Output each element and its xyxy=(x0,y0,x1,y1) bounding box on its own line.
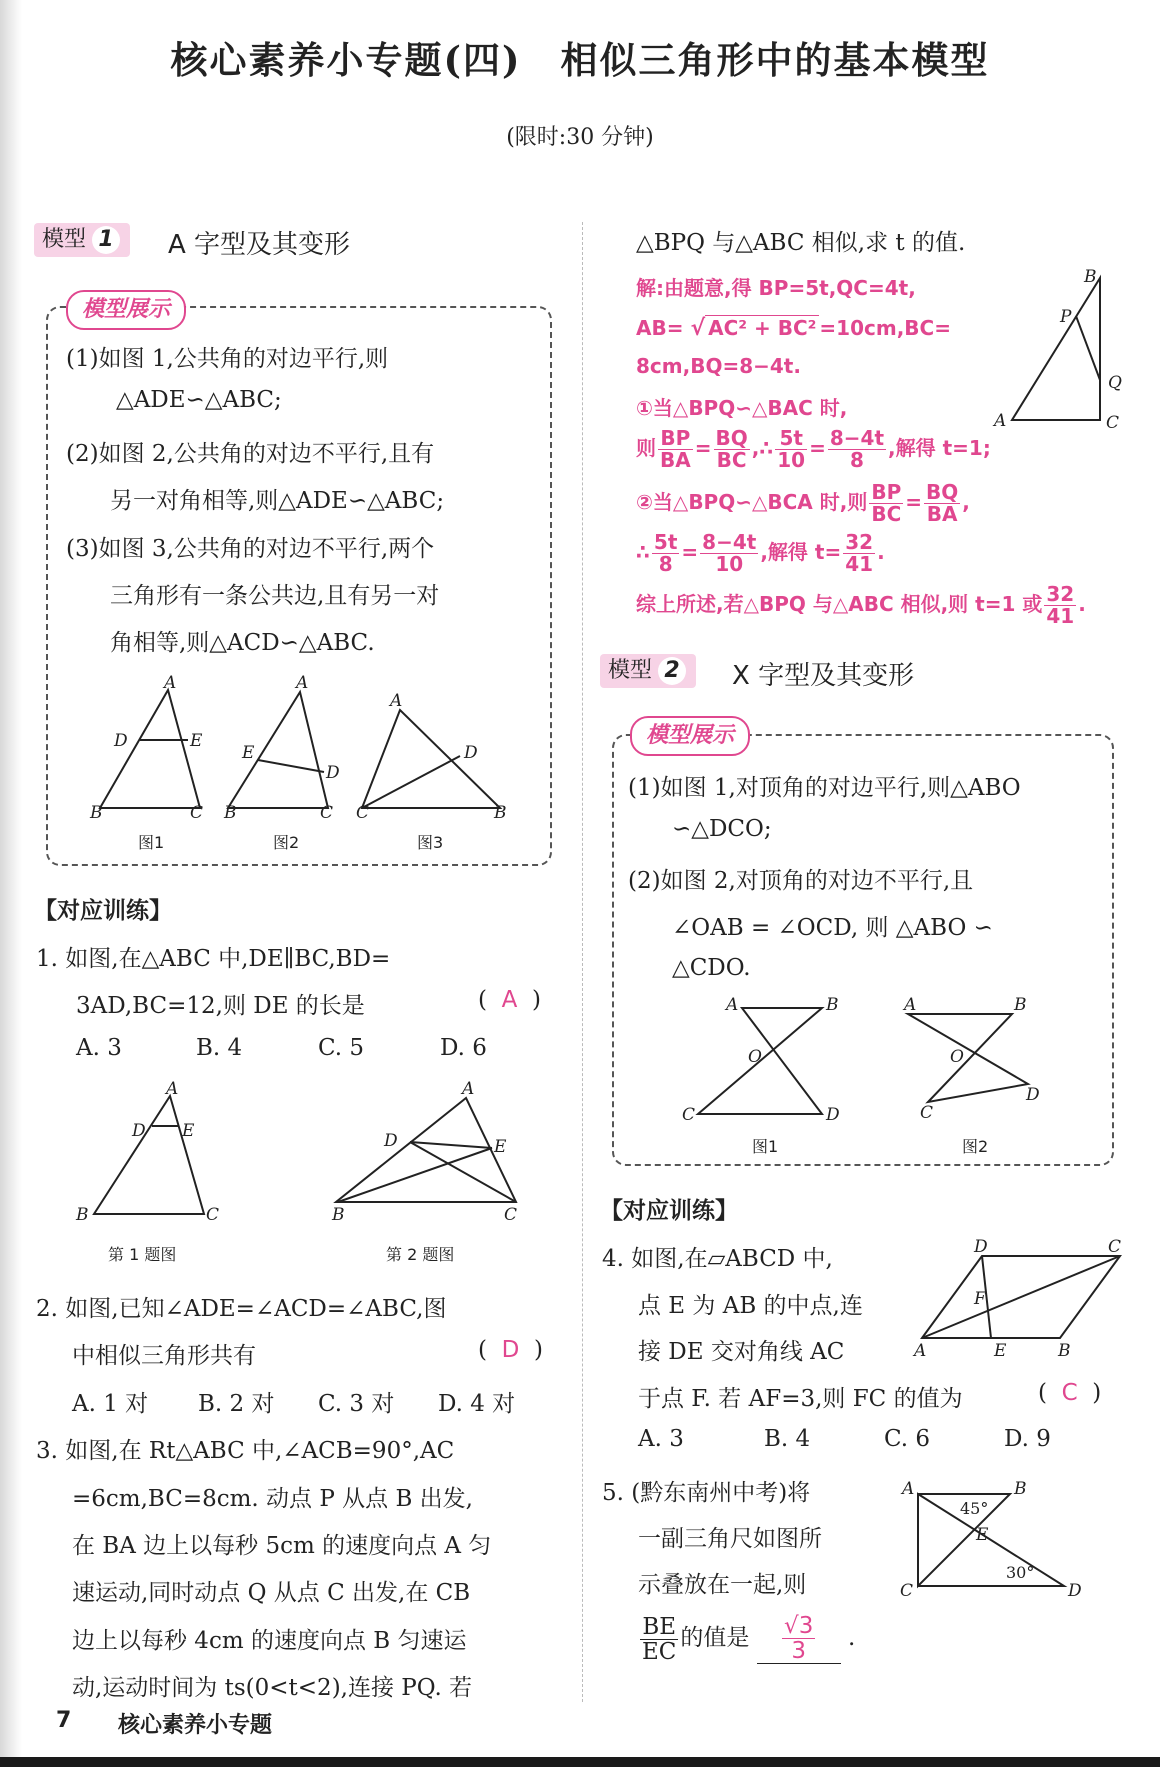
figure-caption: 图2 xyxy=(962,1137,989,1156)
svg-text:A: A xyxy=(462,1080,475,1099)
model1-figures xyxy=(80,670,520,820)
svg-text:A: A xyxy=(726,995,739,1015)
svg-text:D: D xyxy=(826,1105,840,1125)
svg-text:Q: Q xyxy=(1108,373,1122,393)
fraction xyxy=(828,428,886,471)
solution-text: 综上所述,若△BPQ 与△ABC 相似,则 t=1 或 xyxy=(636,592,1043,616)
svg-text:D: D xyxy=(326,763,340,783)
q3-figure xyxy=(988,264,1138,436)
numerator: √3 xyxy=(784,1613,814,1639)
denominator: BA xyxy=(660,448,691,472)
fraction xyxy=(843,532,875,575)
fraction xyxy=(700,532,758,575)
sqrt-sign: √ xyxy=(690,316,706,341)
solution-text: ,解得 t= xyxy=(760,540,842,564)
figure-caption: 第 2 题图 xyxy=(386,1245,455,1264)
svg-text:E: E xyxy=(182,1121,195,1141)
time-limit: (限时:30 分钟) xyxy=(506,125,654,150)
svg-text:B: B xyxy=(1014,1479,1027,1499)
numerator: BE xyxy=(640,1615,678,1640)
q2-line: 2. 如图,已知∠ADE=∠ACD=∠ABC,图 xyxy=(36,1296,447,1322)
denominator: 10 xyxy=(777,448,806,472)
solution-text: ∴ xyxy=(636,540,650,564)
svg-text:A: A xyxy=(914,1341,927,1361)
figure-caption: 第 1 题图 xyxy=(108,1245,177,1264)
numerator: BP xyxy=(869,482,903,504)
solution-text: =10cm,BC= xyxy=(819,316,951,340)
q4-option: C. 6 xyxy=(884,1426,931,1452)
q3-solution-line: 综上所述,若△BPQ 与△ABC 相似,则 t=1 或 $\frac{32}{41}$ . xyxy=(636,582,1086,628)
q5-answer xyxy=(782,1614,815,1663)
q1-line: 3AD,BC=12,则 DE 的长是 xyxy=(76,993,365,1019)
svg-text:C: C xyxy=(190,803,204,820)
denominator: BA xyxy=(926,502,958,526)
svg-text:C: C xyxy=(900,1581,914,1601)
model1-show-tag: 模型展示 xyxy=(66,290,186,330)
book-spine-shadow xyxy=(0,0,22,1767)
q2-option: D. 4 对 xyxy=(438,1391,516,1417)
q2-option: A. 1 对 xyxy=(72,1391,149,1417)
figure-caption: 图1 xyxy=(138,833,165,852)
q4-line: 4. 如图,在▱ABCD 中, xyxy=(602,1246,833,1272)
q3-solution-line: 则 $\frac{BP}{BA}$ = $\frac{BQ}{BC}$ ,∴ $\frac{5t}{10}$ = $\frac{8-4t}{8}$ ,解得 t=1; xyxy=(636,426,991,472)
sqrt-content: AC² + BC² xyxy=(705,315,819,340)
svg-text:B: B xyxy=(494,803,507,820)
model1-line: 角相等,则△ACD∽△ABC. xyxy=(110,630,375,656)
svg-text:D: D xyxy=(1026,1085,1040,1105)
training-heading: 【对应训练】 xyxy=(600,1198,738,1224)
fraction xyxy=(869,482,903,525)
model2-line: ∠OAB = ∠OCD, 则 △ABO ∽ xyxy=(672,915,993,941)
svg-text:C: C xyxy=(1106,413,1120,433)
numerator: 32 xyxy=(1046,582,1075,606)
angle-label: 45° xyxy=(960,1499,989,1518)
denominator: BC xyxy=(871,502,902,526)
svg-text:B: B xyxy=(826,995,839,1015)
q3-solution-line: ②当△BPQ∽△BCA 时,则 $\frac{BP}{BC}$ = $\frac{BQ}{BA}$ , xyxy=(636,480,970,526)
q3-solution-line: ∴ $\frac{5t}{8}$ = $\frac{8-4t}{10}$ ,解得 t= $\frac{32}{41}$ . xyxy=(636,530,885,576)
model-tag-label: 模型 xyxy=(608,658,653,683)
svg-text:C: C xyxy=(504,1205,518,1220)
numerator: 8−4t xyxy=(702,530,757,554)
q5-line: 一副三角尺如图所 xyxy=(638,1526,822,1552)
q1-option: C. 5 xyxy=(318,1035,365,1061)
svg-text:C: C xyxy=(356,803,370,820)
model2-figures xyxy=(670,990,1080,1130)
svg-text:D: D xyxy=(114,731,128,751)
svg-text:A: A xyxy=(166,1080,179,1099)
q3-line: =6cm,BC=8cm. 动点 P 从点 B 出发, xyxy=(72,1486,473,1512)
svg-text:D: D xyxy=(974,1237,988,1257)
q3-line: 在 BA 边上以每秒 5cm 的速度向点 A 匀 xyxy=(72,1533,492,1559)
solution-text: 则 xyxy=(636,436,656,460)
model2-line: ∽△DCO; xyxy=(672,816,772,842)
solution-text: AB= xyxy=(636,316,684,340)
q2-line: 中相似三角形共有 xyxy=(72,1343,256,1369)
fraction xyxy=(658,428,693,471)
q4-line: 点 E 为 AB 的中点,连 xyxy=(638,1293,863,1319)
page-title: 核心素养小专题(四) 相似三角形中的基本模型 xyxy=(170,38,990,82)
q4-option: A. 3 xyxy=(638,1426,684,1452)
q5-figure xyxy=(898,1474,1098,1604)
model1-tag xyxy=(34,223,130,257)
denominator: 41 xyxy=(1046,604,1075,628)
denominator: EC xyxy=(642,1638,677,1665)
q5-suffix: 的值是 xyxy=(680,1625,750,1652)
q1-answer: A xyxy=(501,987,518,1013)
model1-title: A 字型及其变形 xyxy=(168,230,351,260)
page-number: 7 xyxy=(56,1708,72,1733)
q5-line: 示叠放在一起,则 xyxy=(638,1572,807,1598)
q1-option: B. 4 xyxy=(196,1035,243,1061)
denominator: 10 xyxy=(715,552,744,576)
numerator: BQ xyxy=(926,480,959,504)
model1-line: 三角形有一条公共边,且有另一对 xyxy=(110,583,440,609)
q3-continued: △BPQ 与△ABC 相似,求 t 的值. xyxy=(636,230,966,256)
model1-line: △ADE∽△ABC; xyxy=(116,387,282,413)
q2-option: C. 3 对 xyxy=(318,1391,395,1417)
q3-line: 速运动,同时动点 Q 从点 C 出发,在 CB xyxy=(72,1580,471,1606)
model1-line: (3)如图 3,公共角的对边不平行,两个 xyxy=(66,536,435,562)
svg-text:E: E xyxy=(976,1525,989,1545)
fraction xyxy=(924,482,960,525)
svg-text:C: C xyxy=(206,1205,220,1220)
footer-title: 核心素养小专题 xyxy=(118,1713,273,1738)
numerator: BQ xyxy=(715,426,748,450)
svg-text:B: B xyxy=(224,803,237,820)
svg-text:B: B xyxy=(1084,267,1097,287)
angle-label: 30° xyxy=(1006,1563,1035,1582)
numerator: 8−4t xyxy=(829,426,885,450)
model-number: 1 xyxy=(92,226,120,254)
fraction xyxy=(640,1615,678,1664)
solution-text: ,∴ xyxy=(751,436,774,460)
column-divider xyxy=(582,222,583,1702)
svg-text:E: E xyxy=(190,731,203,751)
svg-text:A: A xyxy=(164,673,177,693)
svg-text:E: E xyxy=(242,743,255,763)
numerator: BP xyxy=(658,428,693,450)
q1-option: A. 3 xyxy=(76,1035,122,1061)
model-number: 2 xyxy=(658,657,686,685)
svg-text:D: D xyxy=(1068,1581,1082,1601)
svg-text:B: B xyxy=(90,803,103,820)
fraction xyxy=(714,428,750,471)
q5-line: 5. (黔东南州中考)将 xyxy=(602,1480,811,1506)
q3-solution-line: 解:由题意,得 BP=5t,QC=4t, xyxy=(636,276,916,300)
q4-answer: C xyxy=(1061,1380,1078,1406)
denominator: 3 xyxy=(791,1638,807,1665)
svg-text:B: B xyxy=(332,1205,345,1220)
model1-line: (1)如图 1,公共角的对边平行,则 xyxy=(66,346,389,372)
figure-caption: 图1 xyxy=(752,1137,779,1156)
svg-text:A: A xyxy=(296,673,309,693)
numerator: 5t xyxy=(775,428,807,450)
q1-q2-figures xyxy=(70,1080,550,1220)
page-bottom-bar xyxy=(0,1757,1160,1767)
svg-text:A: A xyxy=(994,411,1007,431)
svg-text:O: O xyxy=(748,1047,762,1067)
training-heading: 【对应训练】 xyxy=(34,898,172,924)
q2-answer: D xyxy=(501,1337,520,1363)
q3-line: 3. 如图,在 Rt△ABC 中,∠ACB=90°,AC xyxy=(36,1438,455,1464)
model2-tag xyxy=(600,654,696,688)
numerator: 32 xyxy=(845,530,874,554)
q4-option: B. 4 xyxy=(764,1426,811,1452)
svg-text:B: B xyxy=(76,1205,89,1220)
q1-answer-bracket: ( A ) xyxy=(478,987,541,1013)
svg-text:E: E xyxy=(494,1137,507,1157)
svg-text:P: P xyxy=(1060,307,1072,327)
q4-line: 接 DE 交对角线 AC xyxy=(638,1339,845,1365)
denominator: 8 xyxy=(658,552,673,576)
q2-option: B. 2 对 xyxy=(198,1391,275,1417)
svg-text:A: A xyxy=(902,1479,915,1499)
q3-solution-line xyxy=(636,316,951,341)
model2-line: (2)如图 2,对顶角的对边不平行,且 xyxy=(628,868,974,894)
numerator: 5t xyxy=(653,530,678,554)
svg-text:C: C xyxy=(920,1103,934,1123)
fraction xyxy=(1044,584,1076,627)
model-tag-label: 模型 xyxy=(42,227,87,252)
model1-line: 另一对角相等,则△ADE∽△ABC; xyxy=(110,488,445,514)
q3-line: 边上以每秒 4cm 的速度向点 B 匀速运 xyxy=(72,1628,467,1654)
figure-caption: 图3 xyxy=(417,833,444,852)
q5-answer-blank xyxy=(757,1614,841,1664)
model1-line: (2)如图 2,公共角的对边不平行,且有 xyxy=(66,441,435,467)
q3-solution-line: ①当△BPQ∽△BAC 时, xyxy=(636,396,848,420)
q4-figure xyxy=(910,1234,1140,1364)
q4-answer-bracket: ( C ) xyxy=(1038,1380,1102,1406)
svg-text:C: C xyxy=(682,1105,696,1125)
solution-text: ,解得 t=1; xyxy=(888,436,991,460)
denominator: BC xyxy=(716,448,747,472)
q3-line: 动,运动时间为 ts(0<t<2),连接 PQ. 若 xyxy=(72,1675,473,1701)
svg-text:E: E xyxy=(994,1341,1007,1361)
svg-text:F: F xyxy=(974,1289,986,1309)
model2-line: (1)如图 1,对顶角的对边平行,则△ABO xyxy=(628,775,1021,801)
denominator: 41 xyxy=(845,552,874,576)
model2-show-tag: 模型展示 xyxy=(630,716,750,756)
denominator: 8 xyxy=(849,448,864,472)
svg-text:C: C xyxy=(320,803,334,820)
model2-line: △CDO. xyxy=(672,955,751,981)
fraction xyxy=(652,532,679,575)
q3-solution-line: 8cm,BQ=8−4t. xyxy=(636,354,801,378)
svg-text:O: O xyxy=(950,1047,964,1067)
q4-line: 于点 F. 若 AF=3,则 FC 的值为 xyxy=(638,1386,963,1412)
svg-text:B: B xyxy=(1058,1341,1071,1361)
svg-text:D: D xyxy=(384,1131,398,1151)
svg-text:A: A xyxy=(904,995,917,1015)
q1-option: D. 6 xyxy=(440,1035,487,1061)
svg-text:D: D xyxy=(132,1121,146,1141)
svg-text:D: D xyxy=(464,743,478,763)
svg-text:C: C xyxy=(1108,1237,1122,1257)
q5-line: $\frac{BE}{EC}$ 的值是 $\frac{√3}{3}$ . xyxy=(642,1613,856,1665)
model2-title: X 字型及其变形 xyxy=(732,661,915,691)
svg-text:B: B xyxy=(1014,995,1027,1015)
fraction xyxy=(775,428,807,471)
q1-line: 1. 如图,在△ABC 中,DE∥BC,BD= xyxy=(36,946,391,972)
svg-text:A: A xyxy=(390,691,403,711)
q4-option: D. 9 xyxy=(1004,1426,1051,1452)
solution-text: ②当△BPQ∽△BCA 时,则 xyxy=(636,490,868,514)
q2-answer-bracket: ( D ) xyxy=(478,1337,543,1363)
figure-caption: 图2 xyxy=(273,833,300,852)
